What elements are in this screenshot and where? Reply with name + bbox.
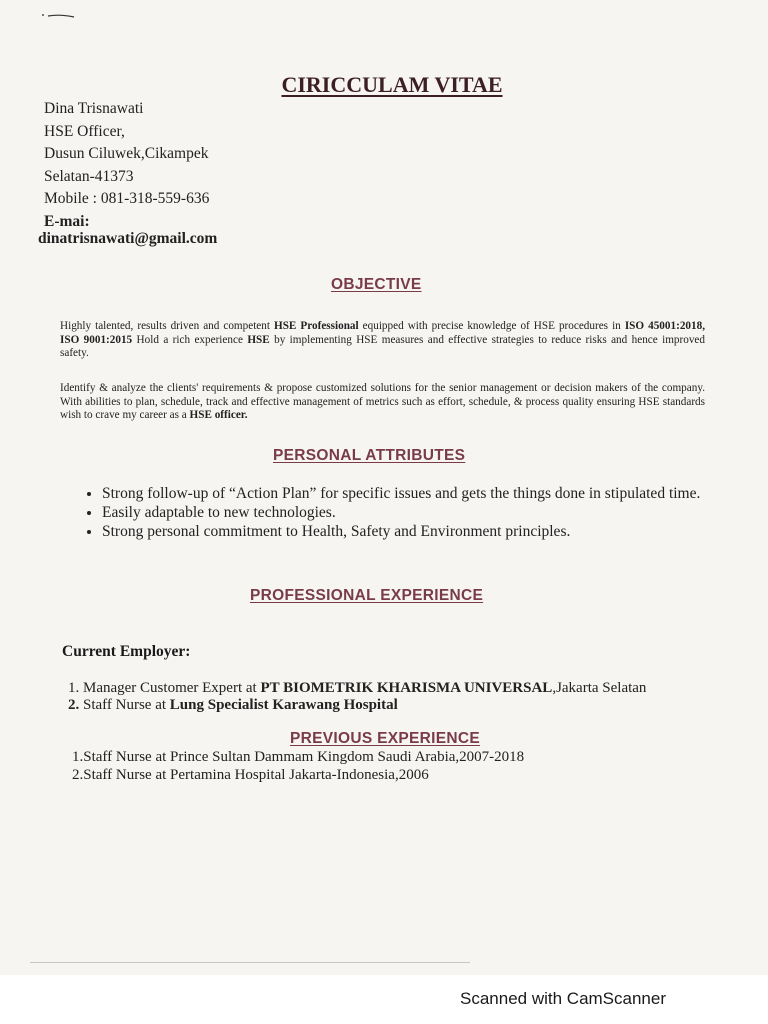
item-number: 1.: [68, 680, 83, 696]
contact-block: [44, 98, 209, 233]
attributes-heading: PERSONAL ATTRIBUTES: [273, 447, 466, 464]
camscanner-watermark: Scanned with CamScanner: [460, 989, 667, 1008]
bold-text: HSE officer.: [189, 409, 248, 421]
list-item: • Strong follow-up of “Action Plan” for specific issues and gets the things done in stipulated time.: [102, 485, 742, 502]
previous-heading: PREVIOUS EXPERIENCE: [290, 730, 481, 747]
paragraph-text: Hold a rich experience: [132, 333, 248, 346]
contact-address-line2: Selatan-41373: [44, 167, 134, 185]
bold-text: ISO 45001:2018, ISO 9001:2015: [60, 320, 705, 346]
current-employer-item: [68, 697, 398, 714]
employer-name: PT BIOMETRIK KHARISMA UNIVERSAL: [260, 680, 553, 696]
bold-text: HSE: [247, 333, 270, 346]
contact-mobile: Mobile : 081-318-559-636: [44, 190, 210, 207]
objective-paragraph-1: [60, 320, 705, 361]
contact-email: dinatrisnawati@gmail.com: [38, 230, 218, 247]
divider: [30, 962, 470, 963]
objective-paragraph-2: [60, 382, 705, 423]
list-item: • Easily adaptable to new technologies.: [102, 504, 742, 521]
paragraph-text: Highly talented, results driven and competent: [60, 320, 274, 332]
contact-address-line1: Dusun Ciluwek,Cikampek: [44, 145, 209, 162]
previous-item: 1.Staff Nurse at Prince Sultan Dammam Kingdom Saudi Arabia,2007-2018: [72, 749, 525, 765]
paragraph-text: Identify & analyze the clients' requirements & propose customized solutions for the senior management or decision makers of the company. With abilities to plan, schedule, track and effective management of metrics such as effort, schedule, & process quality ensuring HSE standards wish to crave my career as a: [60, 382, 705, 421]
item-text: Manager Customer Expert at: [83, 680, 261, 696]
contact-position: HSE Officer,: [44, 122, 125, 140]
paragraph-text: equipped with precise knowledge of HSE procedures in: [358, 320, 625, 332]
employer-name: Lung Specialist Karawang Hospital: [169, 697, 398, 713]
bold-text: HSE Professional: [274, 320, 359, 332]
objective-heading: OBJECTIVE: [331, 276, 422, 293]
item-number: 2.: [68, 697, 83, 713]
item-text: Staff Nurse at: [83, 697, 170, 713]
contact-name: Dina Trisnawati: [44, 100, 144, 117]
contact-email-label: E-mai:: [44, 212, 90, 230]
current-employer-item: [68, 680, 646, 697]
list-item: • Strong personal commitment to Health, Safety and Environment principles.: [102, 523, 742, 540]
attributes-list: [62, 485, 742, 542]
paragraph-text: by implementing HSE measures and effective strategies to reduce risks and hence improved safety.: [60, 333, 705, 359]
experience-heading: PROFESSIONAL EXPERIENCE: [250, 587, 484, 604]
current-employer-label: Current Employer:: [62, 643, 191, 660]
scan-mark-icon: [40, 12, 76, 20]
employer-location: ,Jakarta Selatan: [552, 680, 647, 696]
document-title: CIRICCULAM VITAE: [281, 72, 503, 97]
previous-item: 2.Staff Nurse at Pertamina Hospital Jakarta-Indonesia,2006: [72, 767, 429, 783]
